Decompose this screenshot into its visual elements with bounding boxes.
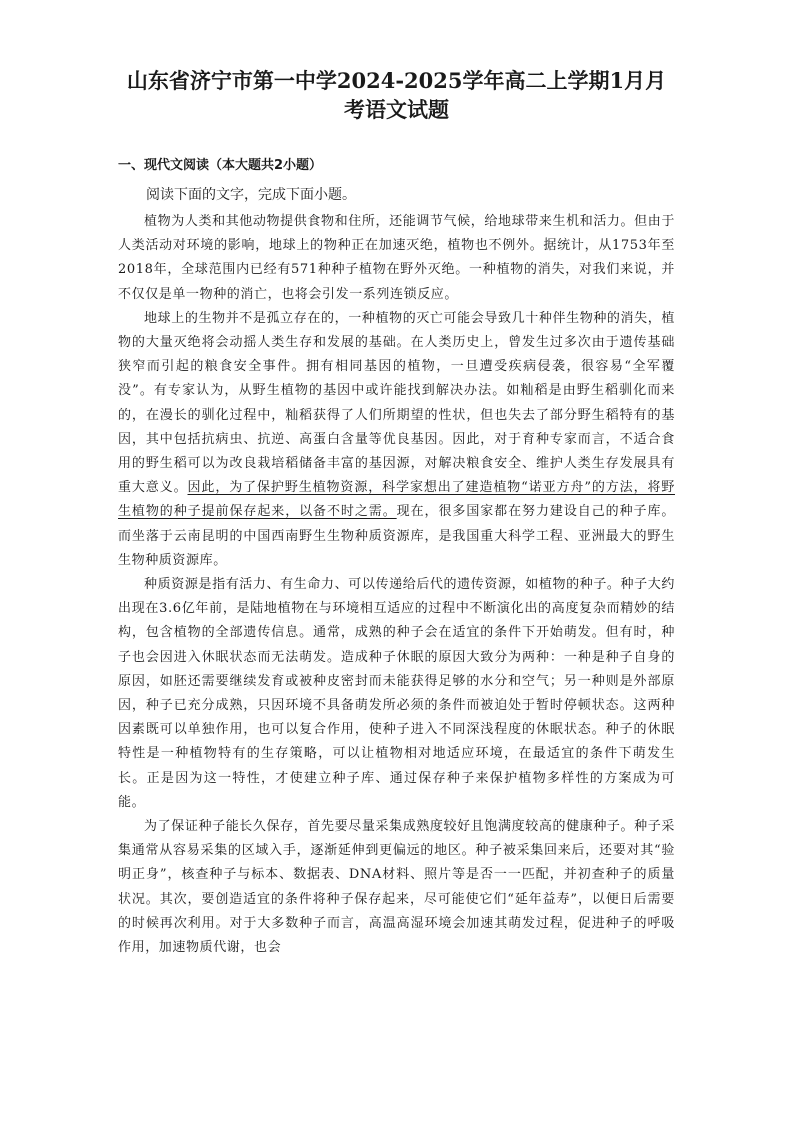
document-title xyxy=(118,66,675,124)
passage-paragraph-4: 为了保证种子能长久保存，首先要尽量采集成熟度较好且饱满度较高的健康种子。种子采集通常从容易采集的区域入手，逐渐延伸到更偏远的地区。种子被采集回来后，还要对其“验明正身”，核查种子与标本、数据表、DNA材料、照片等是否一一匹配，并初查种子的质量状况。其次，要创造适宜的条件将种子保存起来，尽可能使它们“延年益寿”，以便日后需要的时候再次利用。对于大多数种子而言，高温高湿环境会加速其萌发过程，促进种子的呼吸作用，加速物质代谢，也会 xyxy=(118,819,675,956)
reading-instruction: 阅读下面的文字，完成下面小题。 xyxy=(146,187,356,203)
paragraph-2-text-after: 现在，很多国家都在努力建设自己的种子库。而坐落于云南昆明的中国西南野生生物种质资源库，是我国重大科学工程、亚洲最大的野生生物种质资源库。 xyxy=(118,504,675,568)
passage-paragraph-1: 植物为人类和其他动物提供食物和住所，还能调节气候，给地球带来生机和活力。但由于人类活动对环境的影响，地球上的物种正在加速灭绝，植物也不例外。据统计，从1753年至2018年，全球范围内已经有571种种子植物在野外灭绝。一种植物的消失，对我们来说，并不仅仅是单一物种的消亡，也将会引发一系列连锁反应。 xyxy=(118,214,675,302)
passage-paragraph-2 xyxy=(118,307,675,573)
passage-paragraph-3: 种质资源是指有活力、有生命力、可以传递给后代的遗传资源，如植物的种子。种子大约出现在3.6亿年前，是陆地植物在与环境相互适应的过程中不断演化出的高度复杂而精妙的结构，包含植物的全部遗传信息。通常，成熟的种子会在适宜的条件下开始萌发。但有时，种子也会因进入休眠状态而无法萌发。造成种子休眠的原因大致分为两种：一种是种子自身的原因，如胚还需要继续发育或被种皮密封而未能获得足够的水分和空气；另一种则是外部原因，种子已充分成熟，只因环境不具备萌发所必须的条件而被迫处于暂时停顿状态。这两种因素既可以单独作用，也可以复合作用，使种子进入不同深浅程度的休眠状态。种子的休眠特性是一种植物特有的生存策略，可以让植物相对地适应环境，在最适宜的条件下萌发生长。正是因为这一特性，才使建立种子库、通过保存种子来保护植物多样性的方案成为可能。 xyxy=(118,577,675,810)
title-line-2: 考语文试题 xyxy=(344,97,449,122)
underlined-sentence: 因此，为了保护野生植物资源，科学家想出了建造植物“诺亚方舟”的方法，将野生植物的种子提前保存起来，以备不时之需。 xyxy=(118,480,675,520)
section-heading: 一、现代文阅读（本大题共2小题） xyxy=(118,158,323,173)
title-line-1: 山东省济宁市第一中学2024-2025学年高二上学期1月月 xyxy=(126,68,667,93)
paragraph-2-text-before: 地球上的生物并不是孤立存在的，一种植物的灭亡可能会导致几十种伴生物种的消失，植物的大量灭绝将会动摇人类生存和发展的基础。在人类历史上，曾发生过多次由于遗传基础狭窄而引起的粮食安全事件。拥有相同基因的植物，一旦遭受疾病侵袭，很容易“全军覆没”。有专家认为，从野生植物的基因中或许能找到解决办法。如籼稻是由野生稻驯化而来的，在漫长的驯化过程中，籼稻获得了人们所期望的性状，但也失去了部分野生稻特有的基因，其中包括抗病虫、抗逆、高蛋白含量等优良基因。因此，对于育种专家而言，不适合食用的野生稻可以为改良栽培稻储备丰富的基因源，对解决粮食安全、维护人类生存发展具有重大意义。 xyxy=(118,310,675,496)
